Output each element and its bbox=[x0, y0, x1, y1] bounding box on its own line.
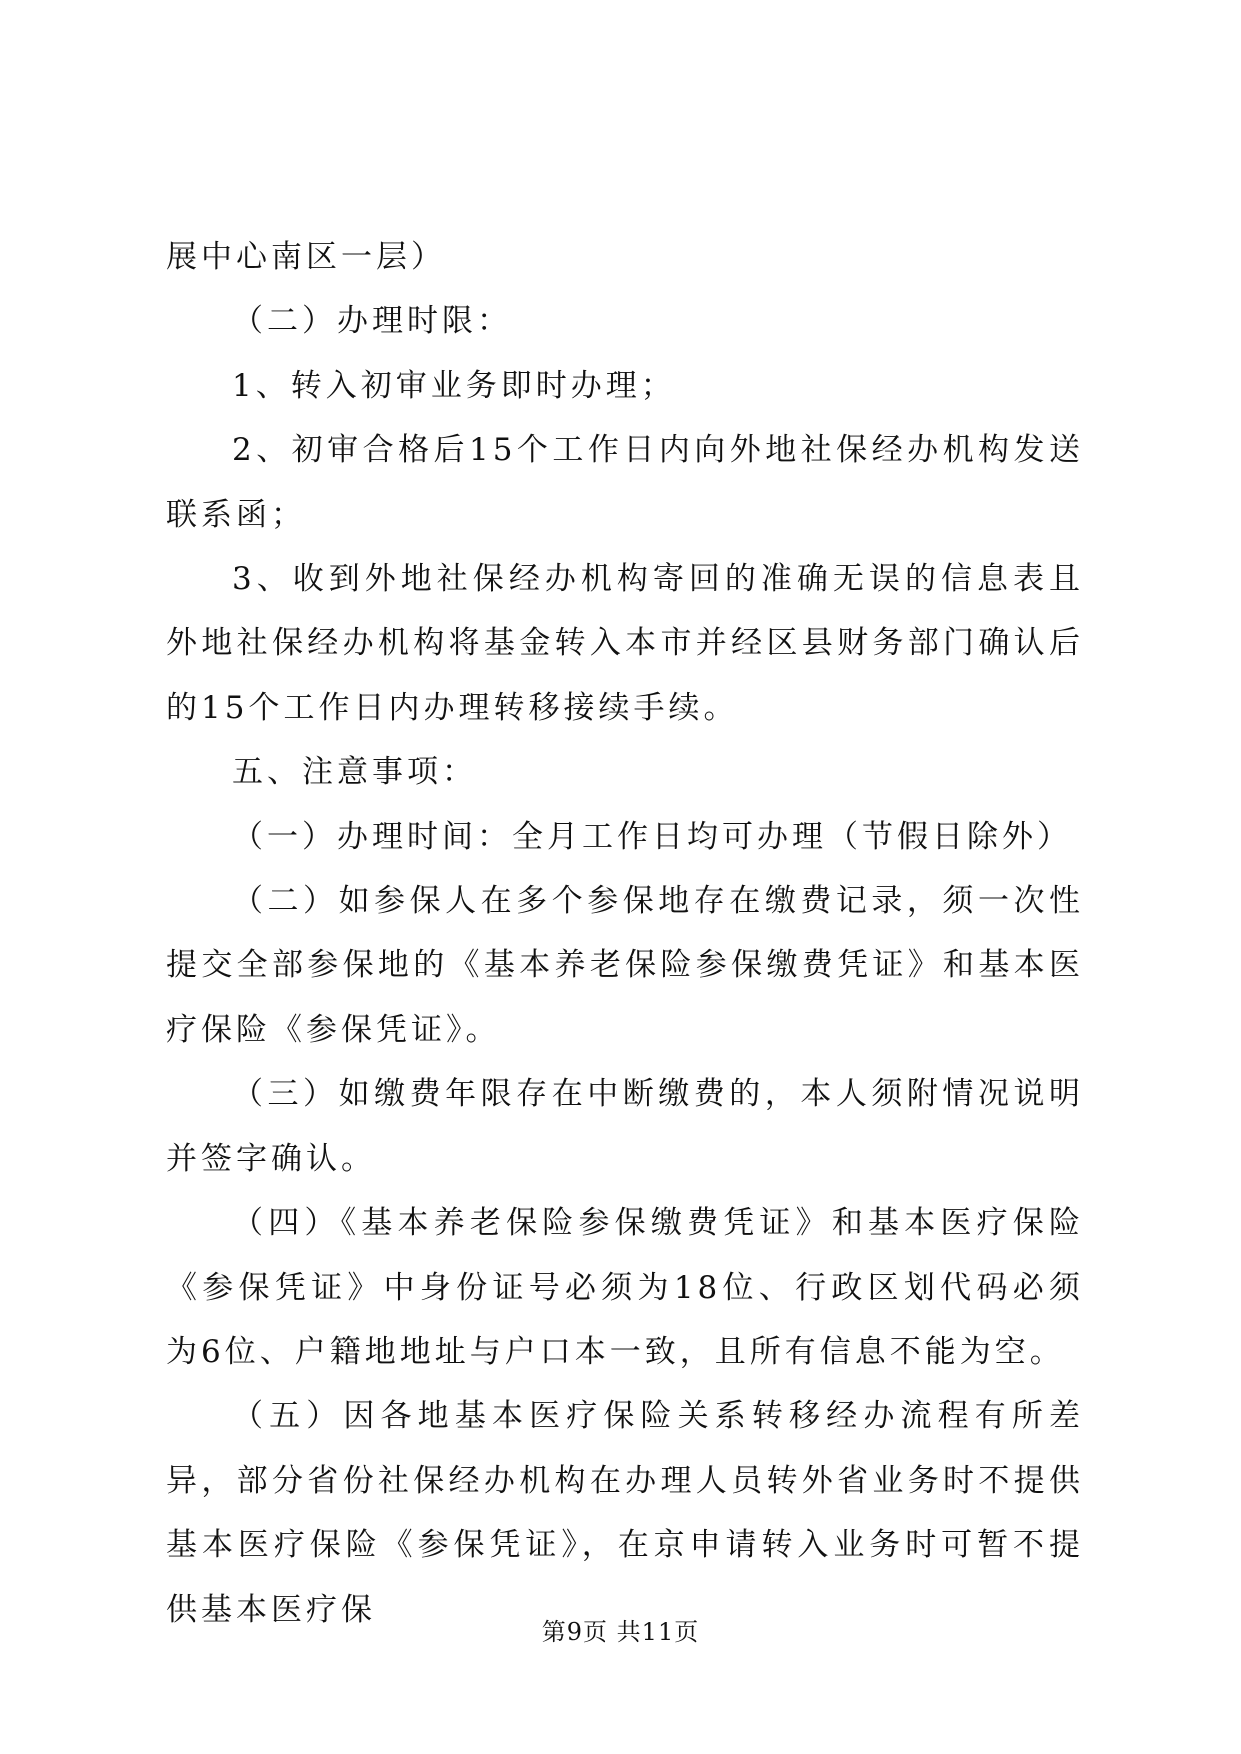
paragraph-9: （三）如缴费年限存在中断缴费的，本人须附情况说明并签字确认。 bbox=[166, 1076, 1084, 1177]
section-heading: 五、注意事项： bbox=[232, 754, 477, 791]
paragraph-5: 3、收到外地社保经办机构寄回的准确无误的信息表且外地社保经办机构将基金转入本市并经区县财务部门确认后的15个工作日内办理转移接续手续。 bbox=[166, 561, 1084, 726]
paragraph-8: （二）如参保人在多个参保地存在缴费记录，须一次性提交全部参保地的《基本养老保险参保缴费凭证》和基本医疗保险《参保凭证》。 bbox=[166, 883, 1084, 1048]
document-body bbox=[166, 225, 1084, 1642]
paragraph-1: 展中心南区一层） bbox=[166, 239, 446, 275]
paragraph-7: （一）办理时间：全月工作日均可办理（节假日除外） bbox=[232, 818, 1072, 855]
paragraph-3: 1、转入初审业务即时办理； bbox=[232, 367, 676, 404]
paragraph-10: （四）《基本养老保险参保缴费凭证》和基本医疗保险《参保凭证》中身份证号必须为18位、行政区划代码必须为6位、户籍地地址与户口本一致，且所有信息不能为空。 bbox=[166, 1205, 1084, 1370]
paragraph-11: （五）因各地基本医疗保险关系转移经办流程有所差异，部分省份社保经办机构在办理人员转外省业务时不提供基本医疗保险《参保凭证》，在京申请转入业务时可暂不提供基本医疗保 bbox=[166, 1398, 1084, 1628]
paragraph-2: （二）办理时限： bbox=[232, 303, 512, 340]
paragraph-4: 2、初审合格后15个工作日内向外地社保经办机构发送联系函； bbox=[166, 432, 1084, 533]
page-number-footer: 第9页 共11页 bbox=[541, 1618, 700, 1646]
